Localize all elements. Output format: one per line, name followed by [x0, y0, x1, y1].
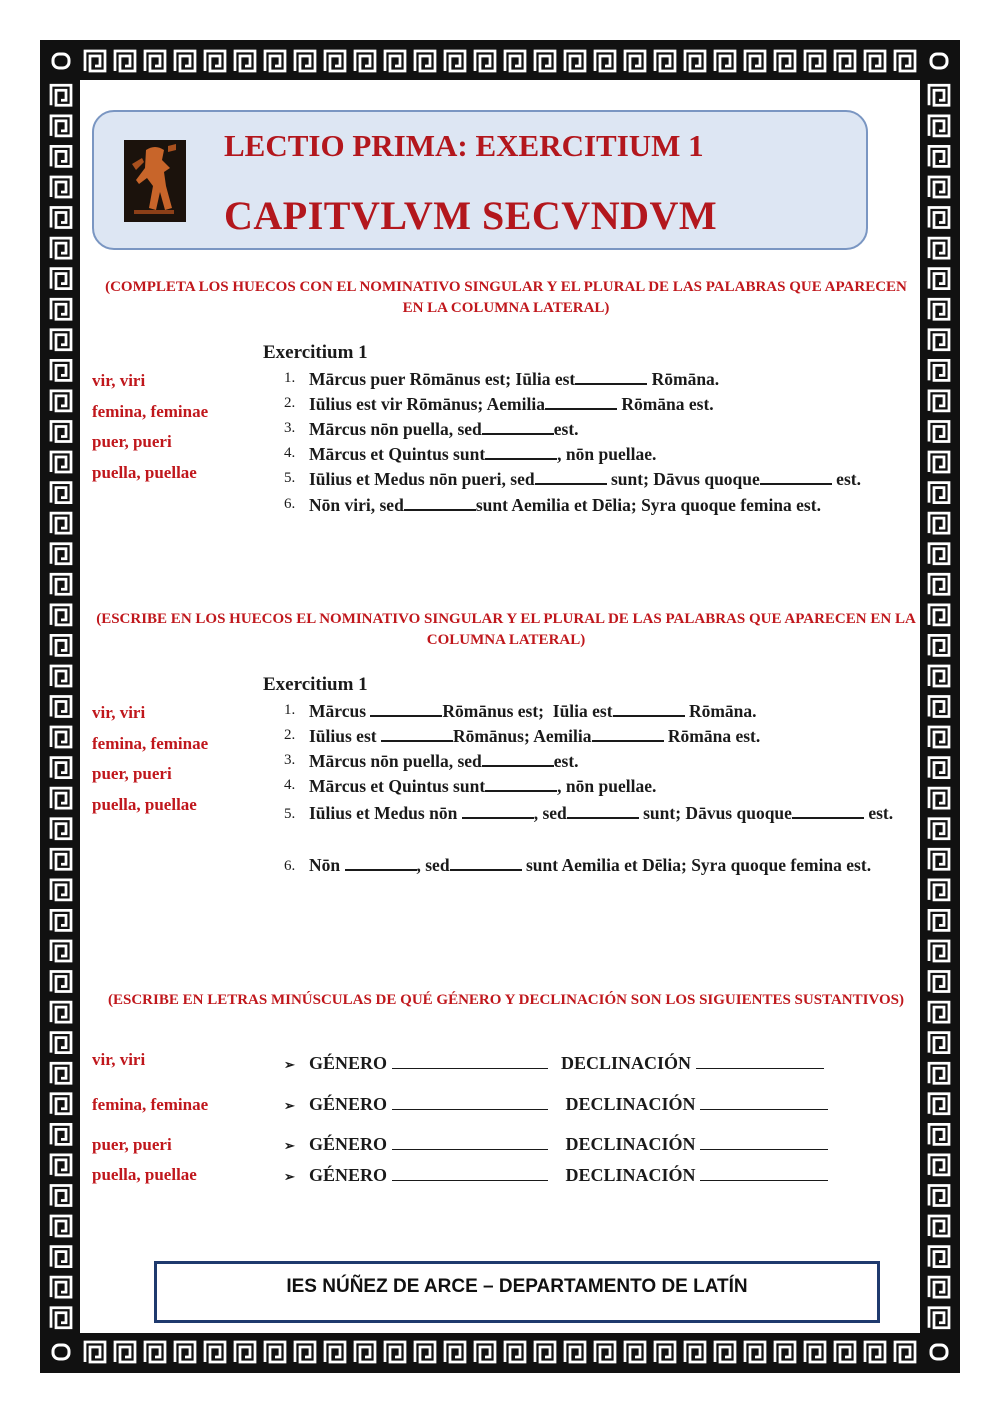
section3-instruction: (ESCRIBE EN LETRAS MINÚSCULAS DE QUÉ GÉNERO Y DECLINACIÓN SON LOS SIGUIENTES SUSTANTIVOS)	[108, 992, 904, 1008]
exercise-item: 2. Iūlius est Rōmānus; Aemilia Rōmāna est.	[284, 726, 761, 746]
footer-text: IES NÚÑEZ DE ARCE – DEPARTAMENTO DE LATÍN	[286, 1276, 748, 1297]
border-corner-icon	[46, 1337, 76, 1367]
vocab-item: puer, pueri	[92, 432, 172, 451]
exercise-item: 5. Iūlius et Medus nōn , sed sunt; Dāvus quoque est.	[284, 803, 894, 823]
exercise-item: 3. Mārcus nōn puella, sed est.	[284, 419, 579, 439]
exercise-item: 5. Iūlius et Medus nōn pueri, sed sunt; Dāvus quoque est.	[284, 469, 861, 489]
exercise-item: 3. Mārcus nōn puella, sed est.	[284, 751, 579, 771]
vocab-item: puella, puellae	[92, 1165, 197, 1184]
section2-vocab-list	[92, 698, 208, 820]
arrow-bullet-icon: ➢	[284, 1138, 295, 1153]
vocab-item: femina, feminae	[92, 733, 209, 753]
declinacion-blank[interactable]	[700, 1095, 828, 1110]
answer-blank[interactable]	[345, 855, 417, 871]
arrow-bullet-icon: ➢	[284, 1098, 295, 1113]
answer-blank[interactable]	[613, 701, 685, 717]
answer-blank[interactable]	[792, 803, 864, 819]
genero-blank[interactable]	[392, 1095, 548, 1110]
answer-blank[interactable]	[381, 726, 453, 742]
gender-declension-row: ➢ GÉNERO DECLINACIÓN	[284, 1134, 828, 1155]
vocab-item: vir, viri	[92, 371, 146, 390]
answer-blank[interactable]	[485, 444, 557, 460]
exercise-item: 1. Mārcus puer Rōmānus est; Iūlia est Rōmāna.	[284, 369, 720, 389]
declinacion-blank[interactable]	[700, 1166, 828, 1181]
genero-blank[interactable]	[392, 1054, 548, 1069]
vocab-item: puella, puellae	[92, 462, 197, 482]
arrow-bullet-icon: ➢	[284, 1057, 295, 1072]
footer-box	[154, 1261, 880, 1323]
answer-blank[interactable]	[575, 369, 647, 385]
border-corner-icon	[924, 46, 954, 76]
vocab-item: puer, pueri	[92, 764, 172, 783]
lesson-title: LECTIO PRIMA: EXERCITIUM 1	[224, 128, 704, 163]
answer-blank[interactable]	[482, 751, 554, 767]
answer-blank[interactable]	[592, 726, 664, 742]
section1-exercise-list	[276, 369, 918, 520]
section2-instruction: (ESCRIBE EN LOS HUECOS EL NOMINATIVO SINGULAR Y EL PLURAL DE LAS PALABRAS QUE APARECEN EN LA COLUMNA LATERAL)	[96, 611, 916, 648]
vocab-item: femina, feminae	[92, 1095, 209, 1114]
greek-key-border-left	[46, 80, 76, 1333]
section1-instruction: (COMPLETA LOS HUECOS CON EL NOMINATIVO SINGULAR Y EL PLURAL DE LAS PALABRAS QUE APARECEN EN LA COLUMNA LATERAL)	[105, 279, 907, 316]
arrow-bullet-icon: ➢	[284, 1169, 295, 1184]
greek-key-border-bottom	[80, 1337, 920, 1367]
answer-blank[interactable]	[370, 701, 442, 717]
exercise-item: 6. Nōn , sed sunt Aemilia et Dēlia; Syra quoque femina est.	[284, 855, 872, 875]
answer-blank[interactable]	[760, 469, 832, 485]
answer-blank[interactable]	[567, 803, 639, 819]
genero-blank[interactable]	[392, 1166, 548, 1181]
gender-declension-row: ➢ GÉNERO DECLINACIÓN	[284, 1165, 828, 1186]
answer-blank[interactable]	[545, 394, 617, 410]
declinacion-blank[interactable]	[700, 1135, 828, 1150]
vocab-item: vir, viri	[92, 1050, 146, 1069]
section1-heading: Exercitium 1	[263, 342, 368, 363]
answer-blank[interactable]	[485, 776, 557, 792]
genero-blank[interactable]	[392, 1135, 548, 1150]
vocab-item: vir, viri	[92, 703, 146, 722]
greek-key-border-top	[80, 46, 920, 76]
vocab-item: femina, feminae	[92, 401, 209, 421]
border-corner-icon	[46, 46, 76, 76]
answer-blank[interactable]	[450, 855, 522, 871]
gender-declension-row: ➢ GÉNERO DECLINACIÓN	[284, 1053, 824, 1074]
section2-exercise-list	[276, 701, 918, 905]
section1-vocab-list	[92, 366, 208, 488]
exercise-item: 2. Iūlius est vir Rōmānus; Aemilia Rōmāna est.	[284, 394, 714, 414]
answer-blank[interactable]	[404, 495, 476, 511]
section2-heading: Exercitium 1	[263, 674, 368, 695]
exercise-item: 4. Mārcus et Quintus sunt , nōn puellae.	[284, 444, 657, 464]
exercise-item: 1. Mārcus Rōmānus est; Iūlia est Rōmāna.	[284, 701, 757, 721]
exercise-item: 6. Nōn viri, sed sunt Aemilia et Dēlia; Syra quoque femina est.	[284, 495, 821, 515]
answer-blank[interactable]	[462, 803, 534, 819]
vocab-item: puer, pueri	[92, 1135, 172, 1154]
answer-blank[interactable]	[535, 469, 607, 485]
vocab-item: puella, puellae	[92, 794, 197, 814]
chapter-title: CAPITVLVM SECVNDVM	[224, 193, 718, 238]
greek-vase-figure-image	[124, 140, 186, 222]
exercise-item: 4. Mārcus et Quintus sunt , nōn puellae.	[284, 776, 657, 796]
gender-declension-row: ➢ GÉNERO DECLINACIÓN	[284, 1094, 828, 1115]
declinacion-blank[interactable]	[696, 1054, 824, 1069]
answer-blank[interactable]	[482, 419, 554, 435]
greek-key-border-right	[924, 80, 954, 1333]
border-corner-icon	[924, 1337, 954, 1367]
